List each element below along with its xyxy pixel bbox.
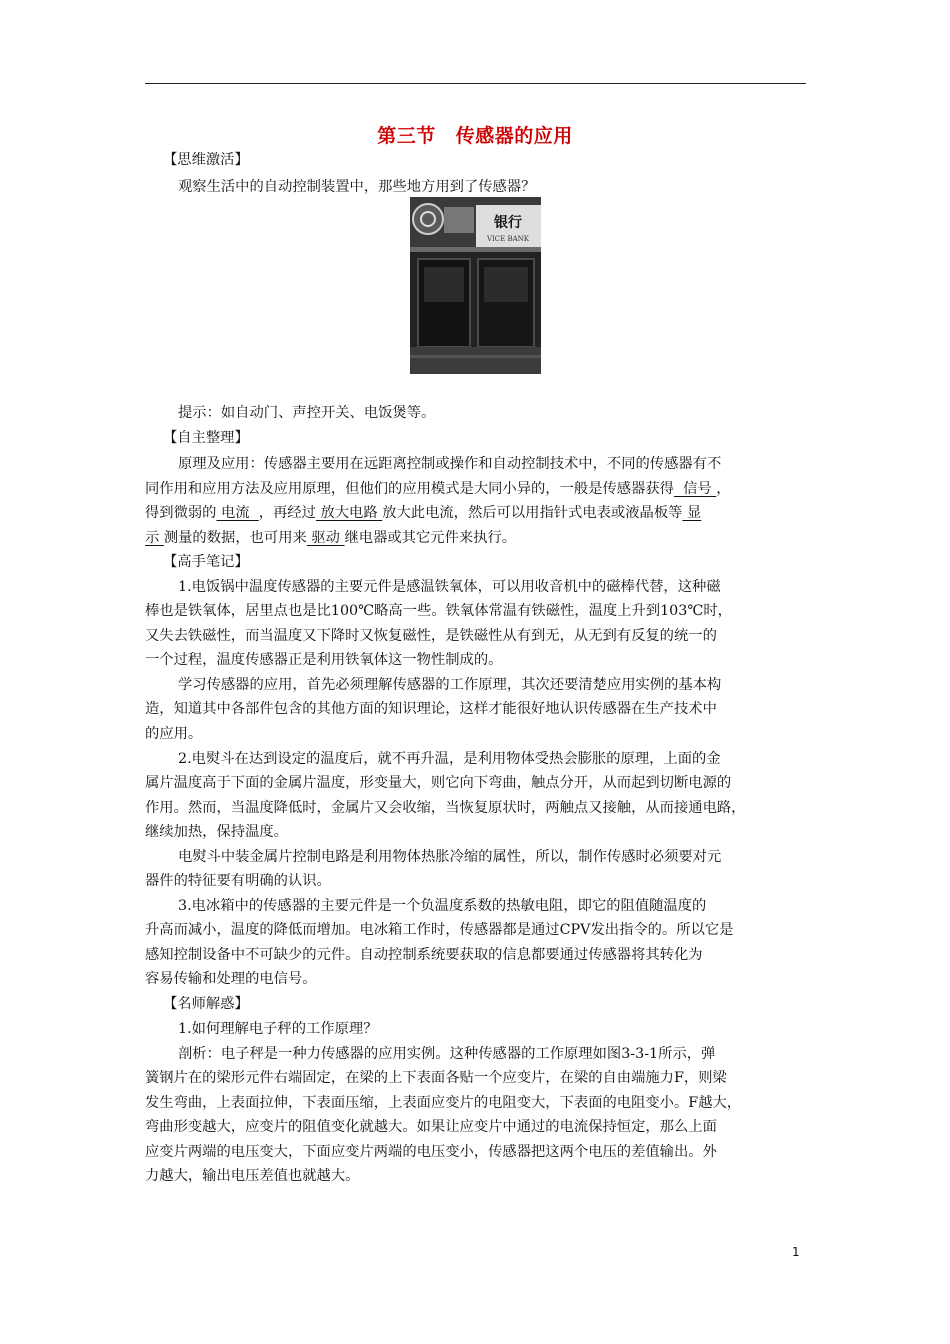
paragraph-line: 2.电熨斗在达到设定的温度后，就不再升温，是利用物体受热会膨胀的原理，上面的金 [178,751,721,767]
hint-text: 提示：如自动门、声控开关、电饭煲等。 [178,405,436,421]
page-number: 1 [792,1245,800,1259]
photo-sign-text: 银行 [494,215,522,231]
paragraph-line: 同作用和应用方法及应用原理，但他们的应用模式是大同小异的，一般是传感器获得 信号 ， [145,481,731,497]
paragraph-line: 升高而减小，温度的降低而增加。电冰箱工作时，传感器都是通过CPV发出指令的。所以它是 [145,922,734,938]
answer-blank: 电流 [221,505,250,521]
paragraph-line: 属片温度高于下面的金属片温度，形变量大，则它向下弯曲，触点分开，从而起到切断电源的 [145,775,732,791]
paragraph-line: 器件的特征要有明确的认识。 [145,873,331,889]
paragraph-line: 的应用。 [145,726,203,742]
faq-question: 1.如何理解电子秤的工作原理？ [178,1021,378,1037]
paragraph-line: 力越大，输出电压差值也就越大。 [145,1168,360,1184]
section-heading-thinking: 【思维激活】 [163,152,249,168]
answer-blank: 放大电路 [320,505,378,521]
photo-sign-subtext: VICE BANK [486,235,530,243]
paragraph-line: 棒也是铁氧体，居里点也是比100℃略高一些。铁氧体常温有铁磁性，温度上升到103℃时， [145,603,732,619]
answer-blank: 信号 [683,481,712,497]
answer-blank: 示 [145,530,160,546]
paragraph-line: 电熨斗中装金属片控制电路是利用物体热胀冷缩的属性，所以，制作传感时必须要对元 [178,849,722,865]
paragraph-line: 一个过程，温度传感器正是利用铁氧体这一物性制成的。 [145,652,503,668]
section-heading-faq: 【名师解惑】 [163,996,249,1012]
paragraph-line: 簧钢片在的梁形元件右端固定，在梁的上下表面各贴一个应变片，在梁的自由端施力F，则梁 [145,1070,727,1086]
paragraph-line: 作用。然而，当温度降低时，金属片又会收缩，当恢复原状时，两触点又接触，从而接通电路， [145,800,746,816]
paragraph-line: 剖析：电子秤是一种力传感器的应用实例。这种传感器的工作原理如图3-3-1所示，弹 [178,1046,716,1062]
paragraph-line: 又失去铁磁性，而当温度又下降时又恢复磁性，是铁磁性从有到无，从无到有反复的统一的 [145,628,717,644]
answer-blank: 驱动 [311,530,340,546]
paragraph-line: 应变片两端的电压变大，下面应变片两端的电压变小，传感器把这两个电压的差值输出。外 [145,1144,717,1160]
paragraph-line: 继续加热，保持温度。 [145,824,288,840]
page-title: 第三节 传感器的应用 [377,125,573,147]
header-rule [145,83,806,84]
paragraph-line: 1.电饭锅中温度传感器的主要元件是感温铁氧体，可以用收音机中的磁棒代替，这种磁 [178,579,721,595]
paragraph-line: 发生弯曲，上表面拉伸，下表面压缩，上表面应变片的电阻变大，下表面的电阻变小。F越大， [145,1095,742,1111]
section-heading-notes: 【高手笔记】 [163,554,249,570]
bank-door-photo [410,197,541,374]
question-text: 观察生活中的自动控制装置中，那些地方用到了传感器？ [178,179,536,195]
paragraph-line: 得到微弱的 电流 ，再经过 放大电路 放大此电流，然后可以用指针式电表或液晶板等 显 [145,505,702,521]
paragraph-line: 原理及应用：传感器主要用在远距离控制或操作和自动控制技术中，不同的传感器有不 [178,456,722,472]
paragraph-line: 容易传输和处理的电信号。 [145,971,317,987]
answer-blank: 显 [686,505,702,521]
photo-drawing [410,197,541,374]
paragraph-line: 造，知道其中各部件包含的其他方面的知识理论，这样才能很好地认识传感器在生产技术中 [145,701,717,717]
paragraph-line: 学习传感器的应用，首先必须理解传感器的工作原理，其次还要清楚应用实例的基本构 [178,677,722,693]
paragraph-line: 3.电冰箱中的传感器的主要元件是一个负温度系数的热敏电阻，即它的阻值随温度的 [178,898,707,914]
paragraph-line: 感知控制设备中不可缺少的元件。自动控制系统要获取的信息都要通过传感器将其转化为 [145,947,703,963]
paragraph-line: 弯曲形变越大，应变片的阻值变化就越大。如果让应变片中通过的电流保持恒定，那么上面 [145,1119,717,1135]
paragraph-line: 示 测量的数据，也可用来 驱动 继电器或其它元件来执行。 [145,530,517,546]
section-heading-self-study: 【自主整理】 [163,430,249,446]
